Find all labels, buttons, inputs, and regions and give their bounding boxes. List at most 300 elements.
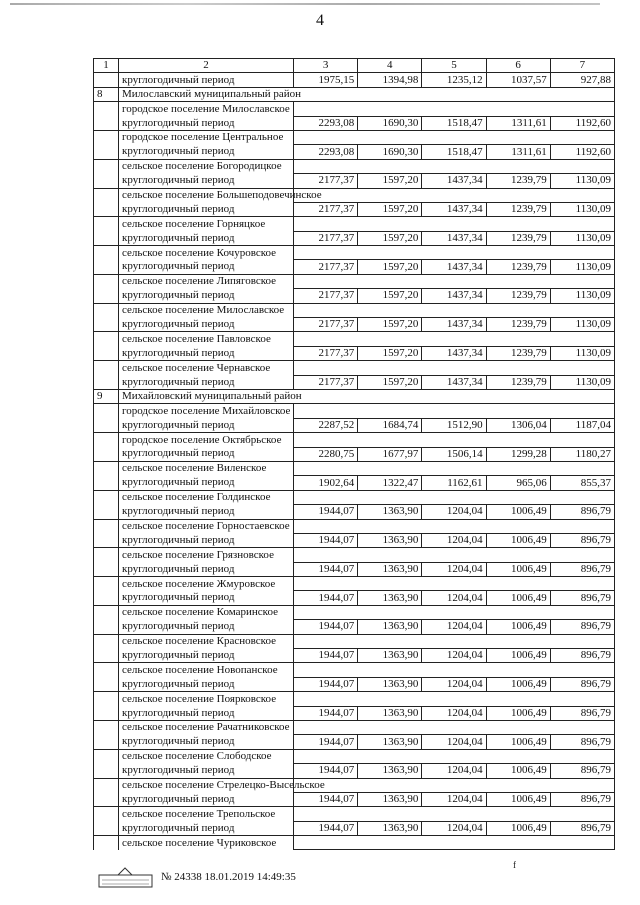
- tariff-value: 1597,20: [358, 346, 422, 360]
- empty-cell: [486, 461, 550, 475]
- empty-cell: [550, 130, 614, 144]
- tariff-value: 1006,49: [486, 533, 550, 547]
- tariff-value: 1437,34: [422, 174, 486, 188]
- tariff-value: 1306,04: [486, 418, 550, 432]
- settlement-name: сельское поселение Богородицкое: [119, 159, 294, 173]
- tariff-value: 1363,90: [358, 620, 422, 634]
- tariff-value: 1204,04: [422, 821, 486, 835]
- tariff-value: 1944,07: [294, 591, 358, 605]
- period-label: круглогодичный период: [119, 677, 294, 691]
- period-label: круглогодичный период: [119, 202, 294, 216]
- row-number: [94, 706, 119, 720]
- tariff-value: 1902,64: [294, 476, 358, 490]
- empty-cell: [486, 188, 550, 202]
- tariff-value: 1944,07: [294, 821, 358, 835]
- empty-cell: [294, 303, 358, 317]
- row-number: [94, 764, 119, 778]
- tariff-value: 1299,28: [486, 447, 550, 461]
- settlement-name: сельское поселение Чуриковское: [119, 836, 294, 850]
- district-name: Михайловский муниципальный район: [119, 389, 615, 403]
- tariff-value: 1944,07: [294, 562, 358, 576]
- settlement-name: городское поселение Центральное: [119, 130, 294, 144]
- tariff-value: 2177,37: [294, 318, 358, 332]
- table-row: [94, 246, 615, 260]
- period-label: круглогодичный период: [119, 289, 294, 303]
- period-label: круглогодичный период: [119, 821, 294, 835]
- row-number: [94, 346, 119, 360]
- tariff-value: 1006,49: [486, 706, 550, 720]
- empty-cell: [294, 130, 358, 144]
- row-number: [94, 562, 119, 576]
- empty-cell: [358, 577, 422, 591]
- tariff-value: 1204,04: [422, 505, 486, 519]
- row-number: [94, 246, 119, 260]
- scan-top-edge: [10, 3, 600, 5]
- row-number: [94, 605, 119, 619]
- period-label: круглогодичный период: [119, 706, 294, 720]
- empty-cell: [294, 102, 358, 116]
- settlement-name: сельское поселение Павловское: [119, 332, 294, 346]
- empty-cell: [422, 159, 486, 173]
- empty-cell: [550, 836, 614, 850]
- empty-cell: [550, 159, 614, 173]
- tariff-value: 896,79: [550, 620, 614, 634]
- tariff-value: 1944,07: [294, 677, 358, 691]
- row-number: [94, 102, 119, 116]
- settlement-name: сельское поселение Жмуровское: [119, 577, 294, 591]
- table-row: [94, 720, 615, 734]
- table-row: [94, 577, 615, 591]
- empty-cell: [294, 634, 358, 648]
- tariff-value: 1363,90: [358, 591, 422, 605]
- empty-cell: [486, 490, 550, 504]
- settlement-name: сельское поселение Кочуровское: [119, 246, 294, 260]
- tariff-value: 1506,14: [422, 447, 486, 461]
- tariff-value: 1239,79: [486, 375, 550, 389]
- period-label: круглогодичный период: [119, 505, 294, 519]
- tariff-value: 1006,49: [486, 562, 550, 576]
- tariff-value: 1130,09: [550, 318, 614, 332]
- table-row: [94, 792, 615, 806]
- empty-cell: [358, 332, 422, 346]
- header-cell: 3: [294, 59, 358, 73]
- table-row: [94, 735, 615, 749]
- row-number: [94, 361, 119, 375]
- tariff-value: 2293,08: [294, 116, 358, 130]
- period-label: круглогодичный период: [119, 318, 294, 332]
- tariff-value: 1006,49: [486, 764, 550, 778]
- empty-cell: [550, 605, 614, 619]
- empty-cell: [550, 404, 614, 418]
- empty-cell: [422, 102, 486, 116]
- table-row: [94, 764, 615, 778]
- tariff-value: 1363,90: [358, 505, 422, 519]
- period-label: круглогодичный период: [119, 260, 294, 274]
- settlement-name: сельское поселение Поярковское: [119, 692, 294, 706]
- table-row: [94, 130, 615, 144]
- empty-cell: [294, 577, 358, 591]
- tariff-value: 855,37: [550, 476, 614, 490]
- tariff-value: 1037,57: [486, 73, 550, 87]
- empty-cell: [358, 102, 422, 116]
- tariff-value: 1239,79: [486, 174, 550, 188]
- empty-cell: [550, 433, 614, 447]
- row-number: [94, 159, 119, 173]
- empty-cell: [294, 246, 358, 260]
- period-label: круглогодичный период: [119, 346, 294, 360]
- empty-cell: [294, 749, 358, 763]
- tariff-value: 1204,04: [422, 764, 486, 778]
- empty-cell: [358, 807, 422, 821]
- period-label: круглогодичный период: [119, 375, 294, 389]
- row-number: [94, 505, 119, 519]
- empty-cell: [486, 749, 550, 763]
- row-number: [94, 778, 119, 792]
- table-row: [94, 706, 615, 720]
- table-row: [94, 116, 615, 130]
- tariff-value: 1597,20: [358, 318, 422, 332]
- row-number: [94, 548, 119, 562]
- empty-cell: [486, 807, 550, 821]
- row-number: [94, 749, 119, 763]
- empty-cell: [422, 548, 486, 562]
- settlement-name: сельское поселение Горностаевское: [119, 519, 294, 533]
- table-row: [94, 591, 615, 605]
- tariff-value: 1944,07: [294, 764, 358, 778]
- tariff-value: 1363,90: [358, 562, 422, 576]
- table-row: [94, 620, 615, 634]
- row-number: [94, 231, 119, 245]
- empty-cell: [550, 692, 614, 706]
- empty-cell: [294, 433, 358, 447]
- tariff-value: 1239,79: [486, 231, 550, 245]
- empty-cell: [550, 577, 614, 591]
- empty-cell: [550, 807, 614, 821]
- row-number: [94, 519, 119, 533]
- empty-cell: [422, 778, 486, 792]
- settlement-name: сельское поселение Липяговское: [119, 274, 294, 288]
- tariff-value: 1204,04: [422, 591, 486, 605]
- period-label: круглогодичный период: [119, 231, 294, 245]
- empty-cell: [550, 303, 614, 317]
- tariff-value: 1437,34: [422, 289, 486, 303]
- settlement-name: сельское поселение Трепольское: [119, 807, 294, 821]
- empty-cell: [422, 749, 486, 763]
- tariff-value: 1437,34: [422, 346, 486, 360]
- tariff-value: 1239,79: [486, 260, 550, 274]
- tariff-value: 1204,04: [422, 620, 486, 634]
- empty-cell: [358, 404, 422, 418]
- row-number: [94, 130, 119, 144]
- settlement-name: сельское поселение Новопанское: [119, 663, 294, 677]
- tariff-value: 2280,75: [294, 447, 358, 461]
- table-row: [94, 490, 615, 504]
- tariff-value: 896,79: [550, 505, 614, 519]
- empty-cell: [422, 519, 486, 533]
- period-label: круглогодичный период: [119, 476, 294, 490]
- row-number: [94, 663, 119, 677]
- tariff-value: 1363,90: [358, 649, 422, 663]
- empty-cell: [358, 749, 422, 763]
- empty-cell: [358, 461, 422, 475]
- empty-cell: [486, 433, 550, 447]
- table-row: [94, 231, 615, 245]
- tariff-value: 1130,09: [550, 289, 614, 303]
- row-number: [94, 418, 119, 432]
- tariff-value: 1204,04: [422, 533, 486, 547]
- table-row: [94, 505, 615, 519]
- empty-cell: [422, 692, 486, 706]
- empty-cell: [486, 404, 550, 418]
- tariff-value: 1006,49: [486, 591, 550, 605]
- tariff-value: 2177,37: [294, 231, 358, 245]
- empty-cell: [422, 361, 486, 375]
- table-row: [94, 174, 615, 188]
- tariff-value: 1130,09: [550, 174, 614, 188]
- empty-cell: [294, 548, 358, 562]
- row-number: [94, 821, 119, 835]
- settlement-name: сельское поселение Стрелецко-Высельское: [119, 778, 294, 792]
- empty-cell: [550, 548, 614, 562]
- tariff-value: 1187,04: [550, 418, 614, 432]
- empty-cell: [486, 519, 550, 533]
- header-cell: 5: [422, 59, 486, 73]
- empty-cell: [486, 720, 550, 734]
- period-label: круглогодичный период: [119, 116, 294, 130]
- tariff-value: 1204,04: [422, 649, 486, 663]
- empty-cell: [486, 130, 550, 144]
- settlement-name: сельское поселение Чернавское: [119, 361, 294, 375]
- table-row: [94, 188, 615, 202]
- table-row: [94, 807, 615, 821]
- tariff-value: 896,79: [550, 706, 614, 720]
- page-number: 4: [316, 12, 324, 29]
- tariff-value: 1235,12: [422, 73, 486, 87]
- tariff-value: 896,79: [550, 677, 614, 691]
- registration-number: № 24338 18.01.2019 14:49:35: [161, 871, 296, 883]
- table-row: [94, 476, 615, 490]
- tariff-value: 1363,90: [358, 764, 422, 778]
- empty-cell: [422, 404, 486, 418]
- tariff-value: 1944,07: [294, 649, 358, 663]
- tariff-value: 1192,60: [550, 145, 614, 159]
- table-row: [94, 836, 615, 850]
- empty-cell: [358, 548, 422, 562]
- table-row: [94, 318, 615, 332]
- empty-cell: [550, 246, 614, 260]
- table-row: [94, 692, 615, 706]
- tariff-value: 896,79: [550, 821, 614, 835]
- table-row: [94, 102, 615, 116]
- empty-cell: [358, 303, 422, 317]
- table-row: [94, 260, 615, 274]
- tariff-value: 1437,34: [422, 202, 486, 216]
- table-row: [94, 159, 615, 173]
- tariff-value: 2177,37: [294, 289, 358, 303]
- settlement-name: сельское поселение Красновское: [119, 634, 294, 648]
- tariff-table-body: [94, 59, 615, 850]
- empty-cell: [294, 274, 358, 288]
- tariff-value: 1975,15: [294, 73, 358, 87]
- tariff-value: 1690,30: [358, 145, 422, 159]
- tariff-value: 2177,37: [294, 260, 358, 274]
- table-row: [94, 533, 615, 547]
- empty-cell: [358, 490, 422, 504]
- row-number: [94, 634, 119, 648]
- empty-cell: [294, 519, 358, 533]
- tariff-value: 1006,49: [486, 649, 550, 663]
- empty-cell: [422, 217, 486, 231]
- empty-cell: [486, 577, 550, 591]
- empty-cell: [294, 361, 358, 375]
- tariff-value: 1204,04: [422, 677, 486, 691]
- empty-cell: [422, 634, 486, 648]
- empty-cell: [486, 332, 550, 346]
- tariff-value: 1192,60: [550, 116, 614, 130]
- tariff-value: 1204,04: [422, 735, 486, 749]
- empty-cell: [358, 274, 422, 288]
- tariff-value: 896,79: [550, 562, 614, 576]
- empty-cell: [422, 433, 486, 447]
- settlement-name: сельское поселение Рачатниковское: [119, 720, 294, 734]
- empty-cell: [486, 663, 550, 677]
- table-row: [94, 778, 615, 792]
- tariff-value: 1311,61: [486, 116, 550, 130]
- row-number: [94, 461, 119, 475]
- empty-cell: [294, 720, 358, 734]
- empty-cell: [422, 188, 486, 202]
- empty-cell: [486, 217, 550, 231]
- tariff-value: 2177,37: [294, 346, 358, 360]
- tariff-value: 1518,47: [422, 116, 486, 130]
- period-label: круглогодичный период: [119, 792, 294, 806]
- empty-cell: [358, 778, 422, 792]
- tariff-value: 1363,90: [358, 821, 422, 835]
- tariff-value: 1597,20: [358, 375, 422, 389]
- empty-cell: [486, 836, 550, 850]
- tariff-value: 1363,90: [358, 792, 422, 806]
- table-row: [94, 145, 615, 159]
- tariff-value: 965,06: [486, 476, 550, 490]
- tariff-value: 896,79: [550, 735, 614, 749]
- empty-cell: [294, 159, 358, 173]
- empty-cell: [294, 217, 358, 231]
- row-number: [94, 174, 119, 188]
- tariff-value: 1130,09: [550, 231, 614, 245]
- tariff-value: 1597,20: [358, 289, 422, 303]
- empty-cell: [358, 634, 422, 648]
- row-number: [94, 490, 119, 504]
- tariff-value: 1597,20: [358, 202, 422, 216]
- row-number: [94, 116, 119, 130]
- table-row: [94, 404, 615, 418]
- table-row: [94, 605, 615, 619]
- empty-cell: [486, 778, 550, 792]
- tariff-value: 2177,37: [294, 202, 358, 216]
- tariff-value: 1239,79: [486, 318, 550, 332]
- row-number: [94, 217, 119, 231]
- tariff-value: 1437,34: [422, 375, 486, 389]
- empty-cell: [358, 720, 422, 734]
- empty-cell: [294, 605, 358, 619]
- tariff-value: 1006,49: [486, 505, 550, 519]
- tariff-value: 1006,49: [486, 735, 550, 749]
- empty-cell: [294, 332, 358, 346]
- tariff-value: 1130,09: [550, 375, 614, 389]
- row-number: [94, 404, 119, 418]
- settlement-name: городское поселение Михайловское: [119, 404, 294, 418]
- tariff-value: 1437,34: [422, 318, 486, 332]
- empty-cell: [422, 663, 486, 677]
- empty-cell: [550, 332, 614, 346]
- row-number: [94, 274, 119, 288]
- district-name: Милославский муниципальный район: [119, 87, 615, 101]
- empty-cell: [486, 605, 550, 619]
- empty-cell: [294, 663, 358, 677]
- table-row: [94, 303, 615, 317]
- table-row: [94, 87, 615, 101]
- tariff-value: 1597,20: [358, 174, 422, 188]
- row-number: [94, 649, 119, 663]
- period-label: круглогодичный период: [119, 533, 294, 547]
- table-row: [94, 274, 615, 288]
- tariff-value: 1204,04: [422, 792, 486, 806]
- empty-cell: [294, 490, 358, 504]
- document-footer: [98, 866, 296, 888]
- table-row: [94, 375, 615, 389]
- empty-cell: [422, 461, 486, 475]
- empty-cell: [486, 361, 550, 375]
- table-row: [94, 346, 615, 360]
- row-number: [94, 476, 119, 490]
- table-row: [94, 447, 615, 461]
- period-label: круглогодичный период: [119, 620, 294, 634]
- tariff-value: 896,79: [550, 533, 614, 547]
- tariff-value: 1130,09: [550, 260, 614, 274]
- tariff-value: 1684,74: [358, 418, 422, 432]
- row-number: [94, 318, 119, 332]
- empty-cell: [422, 577, 486, 591]
- header-cell: 7: [550, 59, 614, 73]
- empty-cell: [422, 274, 486, 288]
- empty-cell: [486, 692, 550, 706]
- table-row: [94, 433, 615, 447]
- header-cell: 1: [94, 59, 119, 73]
- table-row: [94, 73, 615, 87]
- tariff-value: 1363,90: [358, 677, 422, 691]
- empty-cell: [550, 217, 614, 231]
- tariff-table: [93, 58, 615, 850]
- row-number: [94, 692, 119, 706]
- empty-cell: [486, 303, 550, 317]
- settlement-name: сельское поселение Слободское: [119, 749, 294, 763]
- settlement-name: сельское поселение Виленское: [119, 461, 294, 475]
- tariff-value: 1394,98: [358, 73, 422, 87]
- tariff-value: 1180,27: [550, 447, 614, 461]
- empty-cell: [358, 836, 422, 850]
- table-row: [94, 677, 615, 691]
- empty-cell: [422, 720, 486, 734]
- row-number: 8: [94, 87, 119, 101]
- empty-cell: [358, 692, 422, 706]
- tariff-value: 1944,07: [294, 706, 358, 720]
- registry-stamp-icon: [98, 866, 153, 888]
- empty-cell: [550, 490, 614, 504]
- tariff-value: 896,79: [550, 764, 614, 778]
- table-row: [94, 562, 615, 576]
- tariff-value: 896,79: [550, 649, 614, 663]
- row-number: [94, 792, 119, 806]
